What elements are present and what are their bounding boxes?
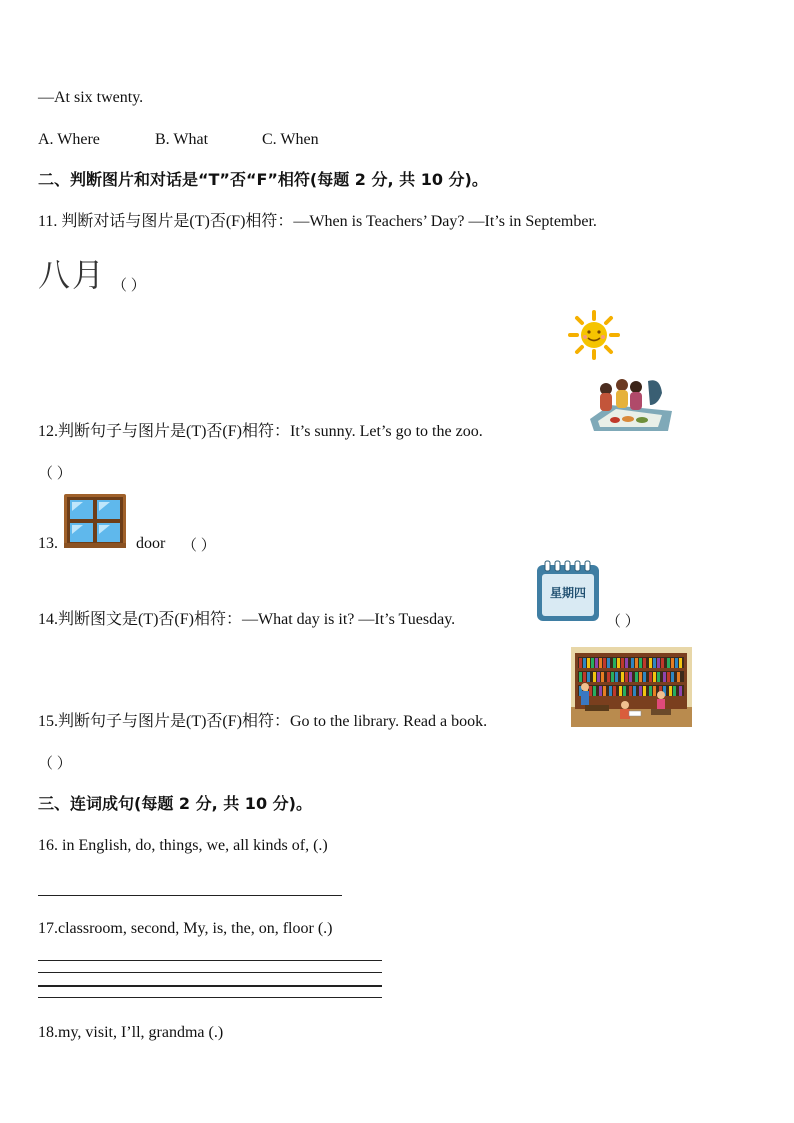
q17-writing-line-2[interactable] [38, 972, 382, 973]
calendar-image [536, 560, 600, 622]
q13-word: door [136, 535, 166, 552]
q17-writing-line-1[interactable] [38, 960, 382, 961]
q15-text: 15.判断句子与图片是(T)否(F)相符：Go to the library. Read a book. [38, 713, 488, 730]
q10-option-a: A. Where [38, 131, 100, 148]
calendar-weekday-label: 星期四 [549, 586, 586, 600]
library-image [571, 647, 692, 727]
q16-text: 16. in English, do, things, we, all kinds of, (.) [38, 837, 328, 854]
section2-title: 二、判断图片和对话是“T”否“F”相符(每题 2 分, 共 10 分)。 [38, 170, 488, 189]
q17-text: 17.classroom, second, My, is, the, on, floor (.) [38, 920, 333, 937]
q12-text: 12.判断句子与图片是(T)否(F)相符：It’s sunny. Let’s go to the zoo. [38, 423, 483, 440]
q10-option-c: C. When [262, 131, 319, 148]
section3-title: 三、连词成句(每题 2 分, 共 10 分)。 [38, 794, 312, 813]
q17-writing-line-4[interactable] [38, 997, 382, 998]
sun-image [566, 310, 622, 360]
q13-number: 13. [38, 535, 58, 552]
q16-answer-line[interactable] [38, 895, 342, 896]
q12-answer-paren: （ ） [38, 466, 72, 482]
q14-text: 14.判断图文是(T)否(F)相符：—What day is it? —It’s Tuesday. [38, 611, 456, 628]
q14-answer-paren: （ ） [606, 614, 640, 630]
q11-text: 11. 判断对话与图片是(T)否(F)相符：—When is Teachers’ Day? —It’s in September. [38, 213, 597, 230]
q17-writing-line-3[interactable] [38, 985, 382, 987]
q18-text: 18.my, visit, I’ll, grandma (.) [38, 1024, 224, 1041]
q13-answer-paren: （ ） [182, 538, 216, 554]
q11-answer-paren: （ ） [112, 278, 146, 294]
q11-image-august: 八月 [38, 256, 107, 294]
q15-answer-paren: （ ） [38, 756, 72, 772]
q10-answer-line: —At six twenty. [38, 89, 144, 106]
picnic-image [588, 375, 674, 433]
q10-option-b: B. What [155, 131, 209, 148]
window-image [63, 493, 127, 549]
